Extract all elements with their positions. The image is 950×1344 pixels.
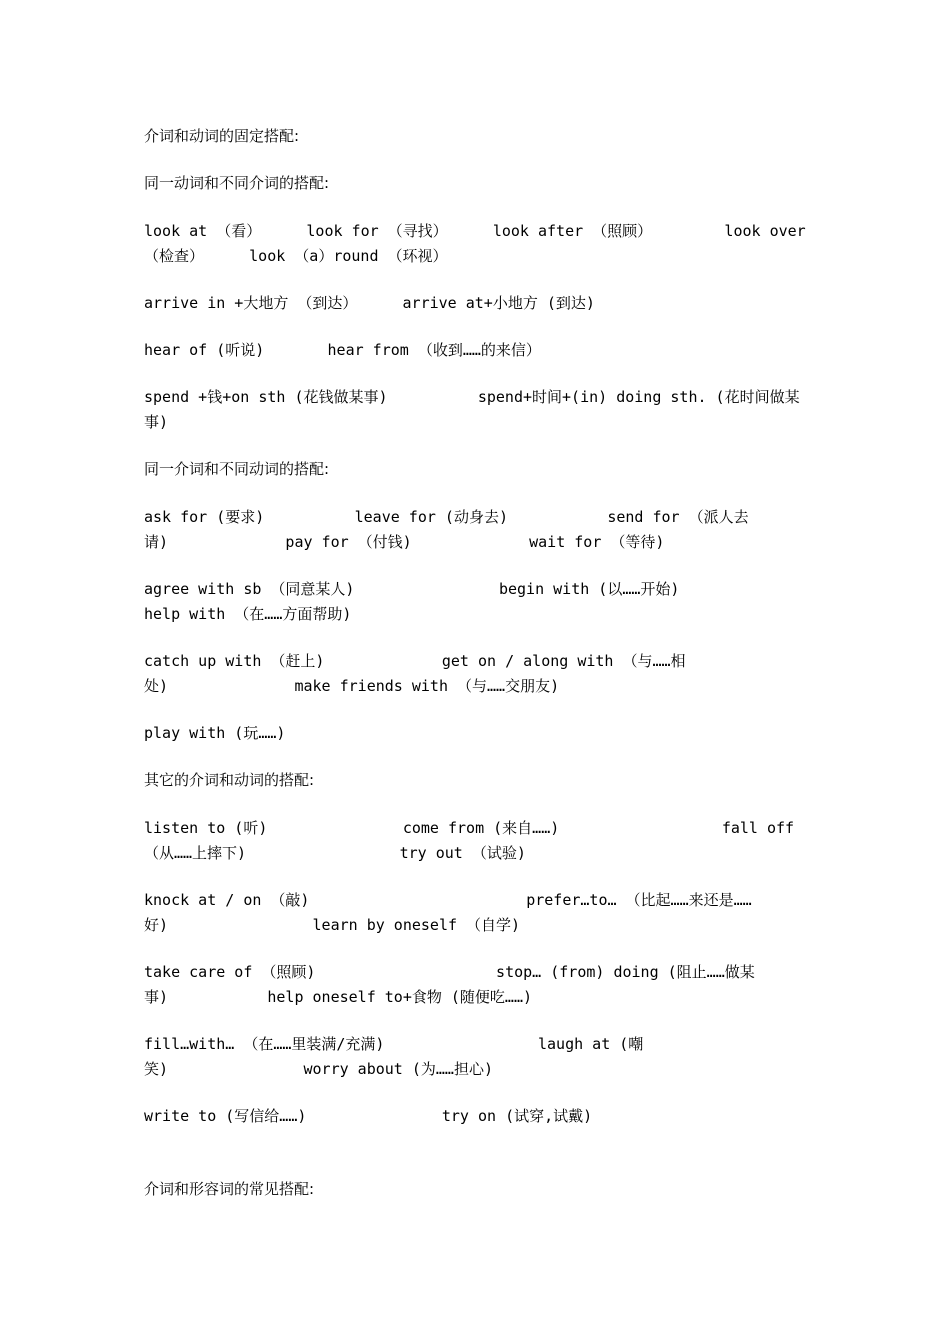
paragraph-spend xyxy=(144,385,804,435)
text-line: 处) make friends with （与……交朋友) xyxy=(144,677,560,695)
text-line: help with （在……方面帮助) xyxy=(144,605,352,623)
text-line: 好) learn by oneself （自学) xyxy=(144,916,521,934)
paragraph-with-a xyxy=(144,577,804,627)
text-line: catch up with （赶上) get on / along with （与……相 xyxy=(144,652,686,670)
text-line: arrive in +大地方 （到达） arrive at+小地方 (到达) xyxy=(144,294,595,312)
text-line: 笑) worry about (为……担心) xyxy=(144,1060,493,1078)
paragraph-other-b xyxy=(144,888,804,938)
section-heading-other xyxy=(144,768,804,793)
section-heading-same-verb xyxy=(144,171,804,196)
paragraph-other-c xyxy=(144,960,804,1010)
paragraph-play xyxy=(144,721,804,746)
heading-text: 其它的介词和动词的搭配: xyxy=(144,771,315,789)
paragraph-other-d xyxy=(144,1032,804,1082)
section-heading-same-prep xyxy=(144,457,804,482)
paragraph-other-e xyxy=(144,1104,804,1129)
text-line: knock at / on （敲) prefer…to… （比起……来还是…… xyxy=(144,891,752,909)
text-line: fill…with… （在……里装满/充满) laugh at (嘲 xyxy=(144,1035,644,1053)
heading-text: 同一介词和不同动词的搭配: xyxy=(144,460,330,478)
heading-text: 介词和动词的固定搭配: xyxy=(144,127,300,145)
paragraph-arrive xyxy=(144,291,804,316)
text-line: hear of (听说) hear from （收到……的来信） xyxy=(144,341,541,359)
text-line: （从……上摔下) try out （试验) xyxy=(144,844,526,862)
text-line: play with (玩……) xyxy=(144,724,286,742)
text-line: 事) help oneself to+食物 (随便吃……) xyxy=(144,988,533,1006)
section-heading-verb-prep xyxy=(144,124,804,149)
paragraph-look xyxy=(144,219,804,269)
text-line: listen to (听) come from (来自……) fall off xyxy=(144,819,795,837)
text-line: look at （看） look for （寻找） look after （照顾） look over xyxy=(144,222,806,240)
text-line: write to (写信给……) try on (试穿,试戴) xyxy=(144,1107,593,1125)
heading-text: 同一动词和不同介词的搭配: xyxy=(144,174,330,192)
heading-text: 介词和形容词的常见搭配: xyxy=(144,1180,315,1198)
text-line: agree with sb （同意某人) begin with (以……开始) xyxy=(144,580,680,598)
text-line: 事) xyxy=(144,413,169,431)
section-heading-adj-prep xyxy=(144,1177,804,1202)
paragraph-hear xyxy=(144,338,804,363)
paragraph-for xyxy=(144,505,804,555)
text-line: 请) pay for （付钱) wait for （等待) xyxy=(144,533,665,551)
paragraph-with-b xyxy=(144,649,804,699)
paragraph-other-a xyxy=(144,816,804,866)
text-line: （检查） look （a）round （环视） xyxy=(144,247,448,265)
text-line: spend +钱+on sth (花钱做某事) spend+时间+(in) doing sth. (花时间做某 xyxy=(144,388,800,406)
text-line: ask for (要求) leave for (动身去) send for （派人去 xyxy=(144,508,749,526)
text-line: take care of （照顾) stop… (from) doing (阻止……做某 xyxy=(144,963,755,981)
